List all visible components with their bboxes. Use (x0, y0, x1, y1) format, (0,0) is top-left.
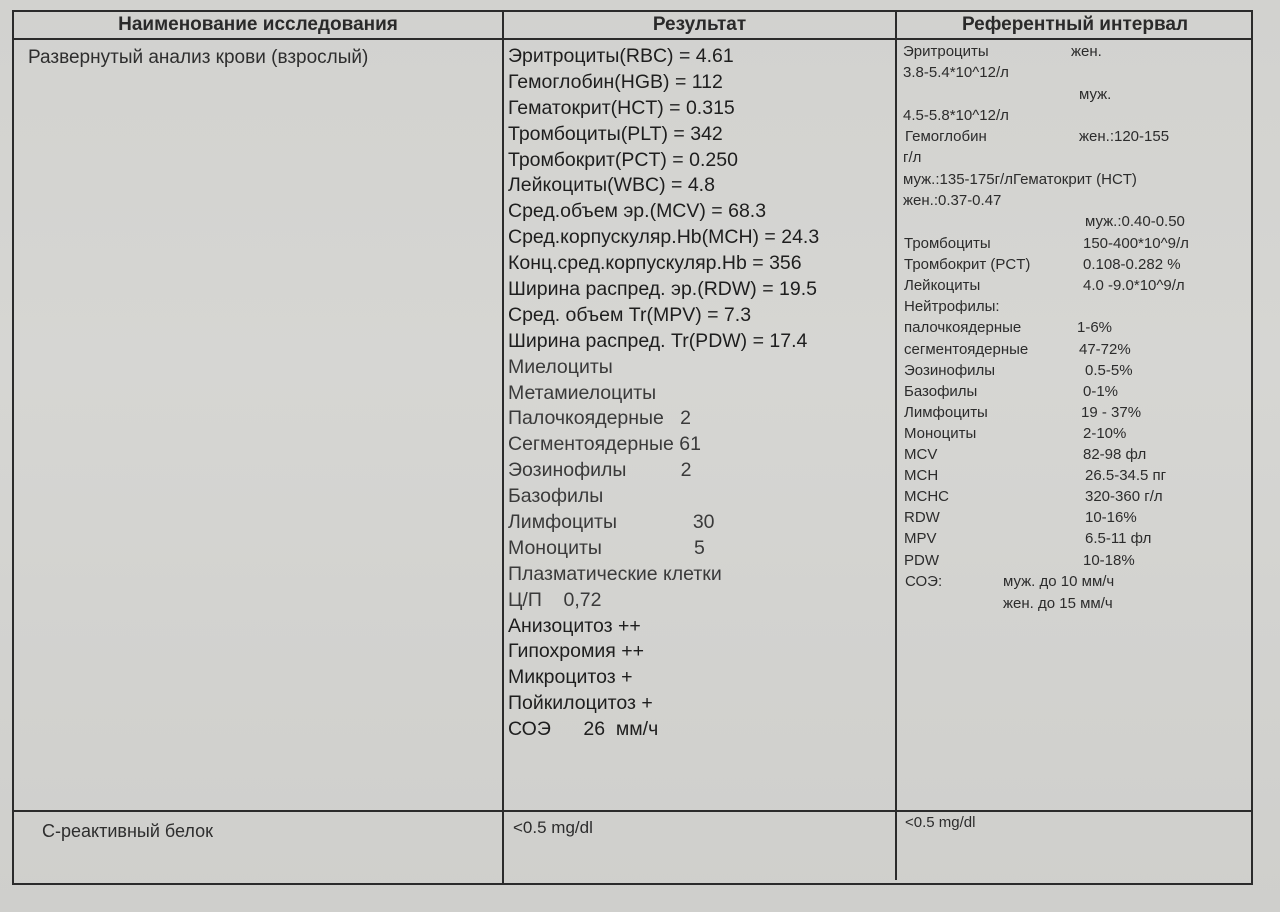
ref-row-label: Базофилы (904, 382, 978, 400)
result-line: Ширина распред. Tr(PDW) = 17.4 (508, 329, 808, 352)
result-line: Конц.сред.корпускуляр.Hb = 356 (508, 252, 802, 275)
ref-rbc-f-label: жен. (1071, 43, 1102, 60)
ref-row-label: сегментоядерные (904, 340, 1029, 358)
result-line: Сред. объем Tr(MPV) = 7.3 (508, 303, 752, 326)
ref-hct-m: муж.:0.40-0.50 (1085, 213, 1185, 230)
result-line: Пойкилоцитоз + (508, 692, 653, 715)
ref-hgb-label: Гемоглобин (905, 128, 987, 145)
ref-row-label: RDW (904, 509, 940, 527)
column-divider-1 (502, 10, 504, 885)
result-line: Сегментоядерные 61 (508, 433, 701, 456)
result-line: Ц/П 0,72 (508, 588, 602, 611)
header-result: Результат (652, 14, 747, 35)
result-line: Базофилы (508, 485, 604, 508)
result-line: Тромбоциты(PLT) = 342 (508, 122, 723, 145)
ref-row-value: 150-400*10^9/л (1083, 235, 1189, 252)
ref-row-label: Тромбоциты (904, 235, 991, 252)
ref-row-value: 10-18% (1083, 551, 1135, 569)
result-line: Миелоциты (508, 355, 613, 378)
ref-row-value: 6.5-11 фл (1085, 530, 1152, 548)
column-divider-2 (895, 10, 897, 880)
result-line: Ширина распред. эр.(RDW) = 19.5 (508, 278, 817, 301)
header-reference: Референтный интервал (961, 14, 1189, 35)
ref-row-value: 19 - 37% (1081, 403, 1142, 421)
ref-row-label: MCH (904, 467, 939, 485)
result-line: Анизоцитоз ++ (508, 614, 641, 637)
result-line: Сред.корпускуляр.Hb(MCH) = 24.3 (508, 226, 820, 249)
ref-row-label: Лейкоциты (904, 277, 981, 295)
ref-row-value: 1-6% (1077, 319, 1113, 337)
header-divider (12, 38, 1253, 40)
ref-row-label: MPV (904, 530, 937, 548)
ref-rbc-m-label: муж. (1079, 86, 1112, 103)
ref-row-value: 26.5-34.5 пг (1085, 467, 1167, 485)
ref-row-label: палочкоядерные (904, 319, 1022, 337)
result-line: Тромбокрит(PCT) = 0.250 (508, 148, 738, 171)
ref-row-value: 0-1% (1083, 382, 1119, 400)
ref-row-label: PDW (904, 551, 939, 569)
ref-row-value: 2-10% (1083, 424, 1127, 442)
ref-row-label: Тромбокрит (PCT) (904, 256, 1031, 274)
result-line: Микроцитоз + (508, 666, 633, 689)
result-line: Лейкоциты(WBC) = 4.8 (508, 174, 715, 197)
result-line: Эозинофилы 2 (508, 459, 692, 482)
ref-row-value: 10-16% (1085, 509, 1137, 527)
ref-row-value: 47-72% (1079, 340, 1131, 358)
ref-row-label: Эозинофилы (904, 361, 996, 379)
row-divider (12, 810, 1253, 812)
result-line: Эритроциты(RBC) = 4.61 (508, 45, 734, 67)
ref-row-label: Нейтрофилы: (904, 298, 1000, 316)
ref-hct-f: жен.:0.37-0.47 (903, 192, 1002, 209)
ref-row-label: Моноциты (904, 424, 977, 442)
ref-hgb-unit: г/л (903, 149, 922, 166)
header-name: Наименование исследования (118, 14, 398, 35)
test-name-cbc: Развернутый анализ крови (взрослый) (28, 47, 369, 68)
ref-row-value: 0.108-0.282 % (1083, 256, 1181, 274)
ref-rbc-m: 4.5-5.8*10^12/л (903, 107, 1009, 124)
result-line: Сред.объем эр.(MCV) = 68.3 (508, 200, 767, 223)
result-line: Гематокрит(HCT) = 0.315 (508, 96, 735, 119)
ref-row-value: 0.5-5% (1085, 361, 1133, 379)
ref-esr-label: СОЭ: (905, 573, 943, 590)
crp-result: <0.5 mg/dl (513, 818, 593, 837)
ref-esr-f: жен. до 15 мм/ч (1003, 595, 1113, 612)
result-line: Метамиелоциты (508, 381, 657, 404)
result-line: Моноциты 5 (508, 536, 705, 559)
ref-row-label: Лимфоциты (904, 403, 988, 421)
result-line: Гипохромия ++ (508, 640, 645, 663)
result-line: Лимфоциты 30 (508, 511, 715, 534)
result-line: Плазматические клетки (508, 562, 722, 585)
ref-row-value: 320-360 г/л (1085, 488, 1163, 506)
ref-esr-m: муж. до 10 мм/ч (1003, 573, 1115, 590)
test-name-crp: С-реактивный белок (42, 821, 214, 841)
ref-hgb-f: жен.:120-155 (1079, 128, 1170, 145)
ref-row-label: MCV (904, 446, 938, 463)
ref-row-value: 82-98 фл (1083, 446, 1147, 463)
ref-hgb-m-hct: муж.:135-175г/лГематокрит (HCT) (903, 171, 1137, 188)
ref-rbc-f: 3.8-5.4*10^12/л (903, 64, 1009, 81)
result-line: Палочкоядерные 2 (508, 407, 691, 430)
result-line: СОЭ 26 мм/ч (508, 718, 659, 741)
result-line: Гемоглобин(HGB) = 112 (508, 70, 723, 93)
ref-row-value: 4.0 -9.0*10^9/л (1083, 277, 1185, 295)
cbc-results (508, 44, 893, 743)
crp-reference: <0.5 mg/dl (905, 814, 976, 831)
ref-rbc-label: Эритроциты (903, 43, 989, 60)
ref-row-label: MCHC (904, 488, 949, 506)
